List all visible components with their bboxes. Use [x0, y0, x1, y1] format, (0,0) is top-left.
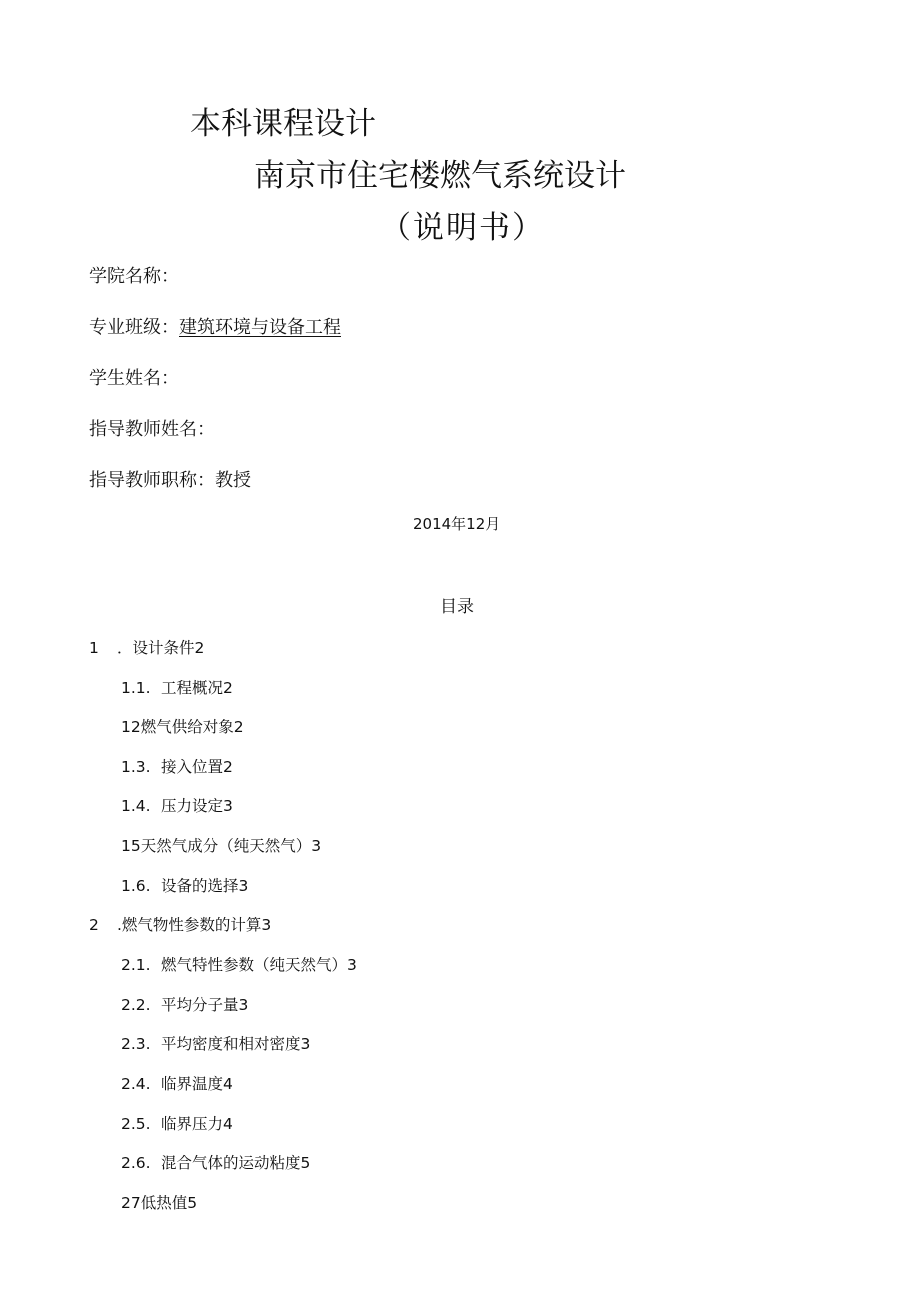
cover-title: 本科课程设计 — [190, 106, 376, 142]
toc-entry-number: 2.2. — [121, 996, 151, 1014]
toc-entry — [121, 834, 321, 856]
toc-entry — [121, 715, 244, 737]
toc-entry-text: 平均分子量3 — [161, 996, 249, 1014]
field-value: 建筑环境与设备工程 — [179, 317, 341, 338]
toc-entry-number: 2 — [89, 916, 99, 934]
cover-subtitle: 南京市住宅楼燃气系统设计 — [254, 158, 626, 194]
toc-entry-number: 1.4. — [121, 797, 151, 815]
cover-doc-type: （说明书） — [380, 210, 545, 246]
field-label: 指导教师职称： — [89, 470, 215, 491]
field-class — [89, 313, 341, 339]
toc-entry-text: ．设计条件2 — [117, 639, 205, 657]
toc-entry — [121, 993, 248, 1015]
toc-entry-text: 接入位置2 — [161, 758, 233, 776]
toc-entry-number: 2.4. — [121, 1075, 151, 1093]
toc-entry-number: 15 — [121, 837, 141, 855]
toc-entry-text: 设备的选择3 — [161, 877, 249, 895]
toc-entry — [121, 676, 233, 698]
toc-entry-number: 12 — [121, 718, 141, 736]
toc-entry — [121, 1072, 233, 1094]
toc-entry-text: 天然气成分（纯天然气）3 — [140, 837, 322, 855]
toc-entry — [121, 1151, 310, 1173]
toc-entry — [121, 1032, 310, 1054]
toc-entry-number: 1.1. — [121, 679, 151, 697]
field-student-name — [89, 364, 179, 390]
toc-title: 目录 — [440, 597, 474, 617]
toc-entry-text: 低热值5 — [140, 1194, 198, 1212]
toc-entry-text: 混合气体的运动粘度5 — [161, 1154, 311, 1172]
toc-entry-number: 2.1. — [121, 956, 151, 974]
toc-entry — [121, 755, 233, 777]
field-value: 教授 — [215, 470, 251, 491]
toc-entry — [121, 1191, 197, 1213]
field-label: 学生姓名： — [89, 368, 179, 389]
toc-entry-text: .燃气物性参数的计算3 — [117, 916, 272, 934]
field-label: 学院名称： — [89, 266, 179, 287]
toc-entry — [121, 874, 248, 896]
toc-entry-number: 1.6. — [121, 877, 151, 895]
toc-entry — [89, 913, 271, 935]
toc-entry-text: 平均密度和相对密度3 — [161, 1035, 311, 1053]
cover-date: 2014年12月 — [413, 515, 501, 533]
toc-entry-text: 压力设定3 — [161, 797, 233, 815]
toc-entry-number: 2.6. — [121, 1154, 151, 1172]
toc-entry-number: 2.3. — [121, 1035, 151, 1053]
field-label: 专业班级： — [89, 317, 179, 338]
toc-entry-number: 2.5. — [121, 1115, 151, 1133]
toc-entry-number: 1.3. — [121, 758, 151, 776]
field-advisor-name — [89, 415, 215, 441]
field-label: 指导教师姓名： — [89, 419, 215, 440]
toc-entry-number: 27 — [121, 1194, 141, 1212]
toc-entry-text: 临界压力4 — [161, 1115, 233, 1133]
toc-entry-number: 1 — [89, 639, 99, 657]
field-advisor-title — [89, 466, 251, 492]
toc-entry — [121, 1112, 233, 1134]
toc-entry — [89, 636, 204, 658]
toc-entry-text: 燃气特性参数（纯天然气）3 — [161, 956, 357, 974]
toc-entry-text: 燃气供给对象2 — [140, 718, 244, 736]
toc-entry — [121, 794, 233, 816]
toc-entry — [121, 953, 357, 975]
toc-entry-text: 临界温度4 — [161, 1075, 233, 1093]
field-college — [89, 262, 179, 288]
toc-entry-text: 工程概况2 — [161, 679, 233, 697]
